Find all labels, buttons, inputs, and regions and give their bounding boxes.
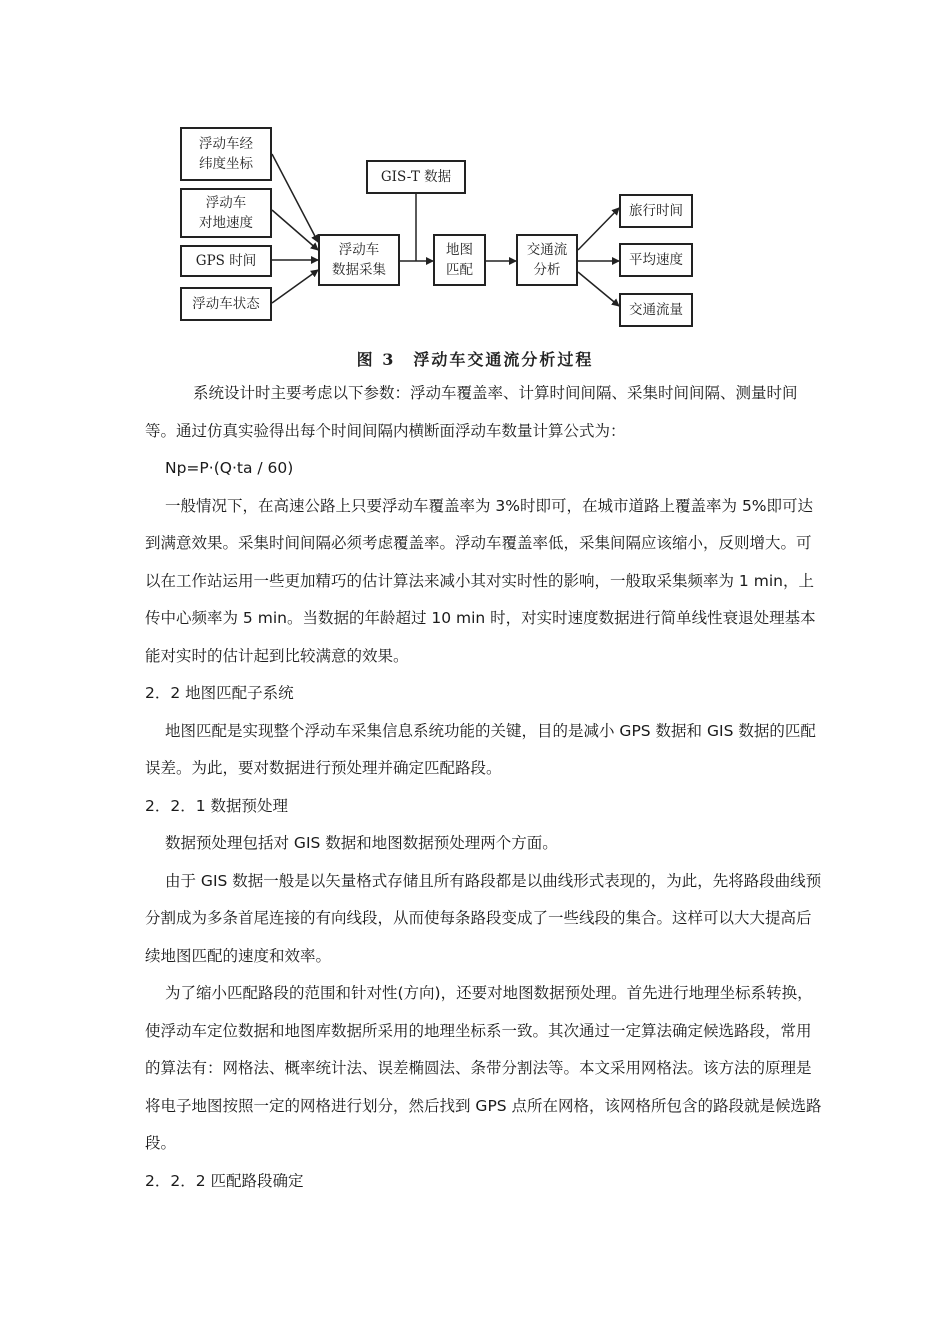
arrow-input4-to-collect: [272, 270, 318, 303]
paragraph: 数据预处理包括对 GIS 数据和地图数据预处理两个方面。: [165, 834, 558, 852]
box-data-collection: 浮动车 数据采集: [318, 234, 400, 286]
subsection-heading: 2．2．2 匹配路段确定: [145, 1171, 304, 1190]
arrow-analysis-to-out3: [578, 272, 619, 306]
box-average-speed: 平均速度: [619, 243, 693, 277]
paragraph: 为了缩小匹配路段的范围和针对性(方向)，还要对地图数据预处理。首先进行地理坐标系转换，使浮动车定位数据和地图库数据所采用的地理坐标系一致。其次通过一定算法确定候选路段，常用的算法有：网格法、概率统计法、误差椭圆法、条带分割法等。本文采用网格法。该方法的原理是将电子地图按照一定的网格进行划分，然后找到 GPS 点所在网格，该网格所包含的路段就是候选路段。: [145, 984, 822, 1152]
arrow-analysis-to-out1: [578, 208, 619, 250]
paragraph: 系统设计时主要考虑以下参数：浮动车覆盖率、计算时间间隔、采集时间间隔、测量时间等。通过仿真实验得出每个时间间隔内横断面浮动车数量计算公式为：: [145, 384, 798, 440]
paragraph: 地图匹配是实现整个浮动车采集信息系统功能的关键，目的是减小 GPS 数据和 GIS 数据的匹配误差。为此，要对数据进行预处理并确定匹配路段。: [145, 721, 816, 777]
paragraph: 一般情况下，在高速公路上只要浮动车覆盖率为 3%时即可，在城市道路上覆盖率为 5%即可达到满意效果。采集时间间隔必须考虑覆盖率。浮动车覆盖率低，采集间隔应该缩小，反则增大。可以在工作站运用一些更加精巧的估计算法来减小其对实时性的影响，一般取采集频率为 1 min，上传中心频率为 5 min。当数据的年龄超过 10 min 时，对实时速度数据进行简单线性衰退处理基本能对实时的估计起到比较满意的效果。: [145, 496, 816, 665]
figure-caption: 图 3 浮动车交通流分析过程: [356, 350, 594, 369]
flow-diagram: [160, 110, 720, 342]
box-ground-speed: 浮动车 对地速度: [180, 188, 272, 238]
formula: Np=P·(Q·ta / 60): [165, 459, 294, 477]
subsection-heading: 2．2．1 数据预处理: [145, 796, 289, 815]
box-gis-t-data: GIS-T 数据: [366, 160, 466, 194]
box-gps-time: GPS 时间: [180, 245, 272, 277]
paragraph: 由于 GIS 数据一般是以矢量格式存储且所有路段都是以曲线形式表现的，为此，先将路段曲线预分割成为多条首尾连接的有向线段，从而使每条路段变成了一些线段的集合。这样可以大大提高后续地图匹配的速度和效率。: [145, 871, 822, 965]
box-lat-lon: 浮动车经 纬度坐标: [180, 127, 272, 181]
body-text: [145, 375, 825, 1200]
arrow-input1-to-collect: [272, 154, 318, 242]
section-heading: 2．2 地图匹配子系统: [145, 684, 294, 702]
box-traffic-analysis: 交通流 分析: [516, 234, 578, 286]
box-travel-time: 旅行时间: [619, 194, 693, 228]
box-traffic-volume: 交通流量: [619, 293, 693, 327]
box-map-matching: 地图 匹配: [433, 234, 486, 286]
box-vehicle-status: 浮动车状态: [180, 287, 272, 321]
